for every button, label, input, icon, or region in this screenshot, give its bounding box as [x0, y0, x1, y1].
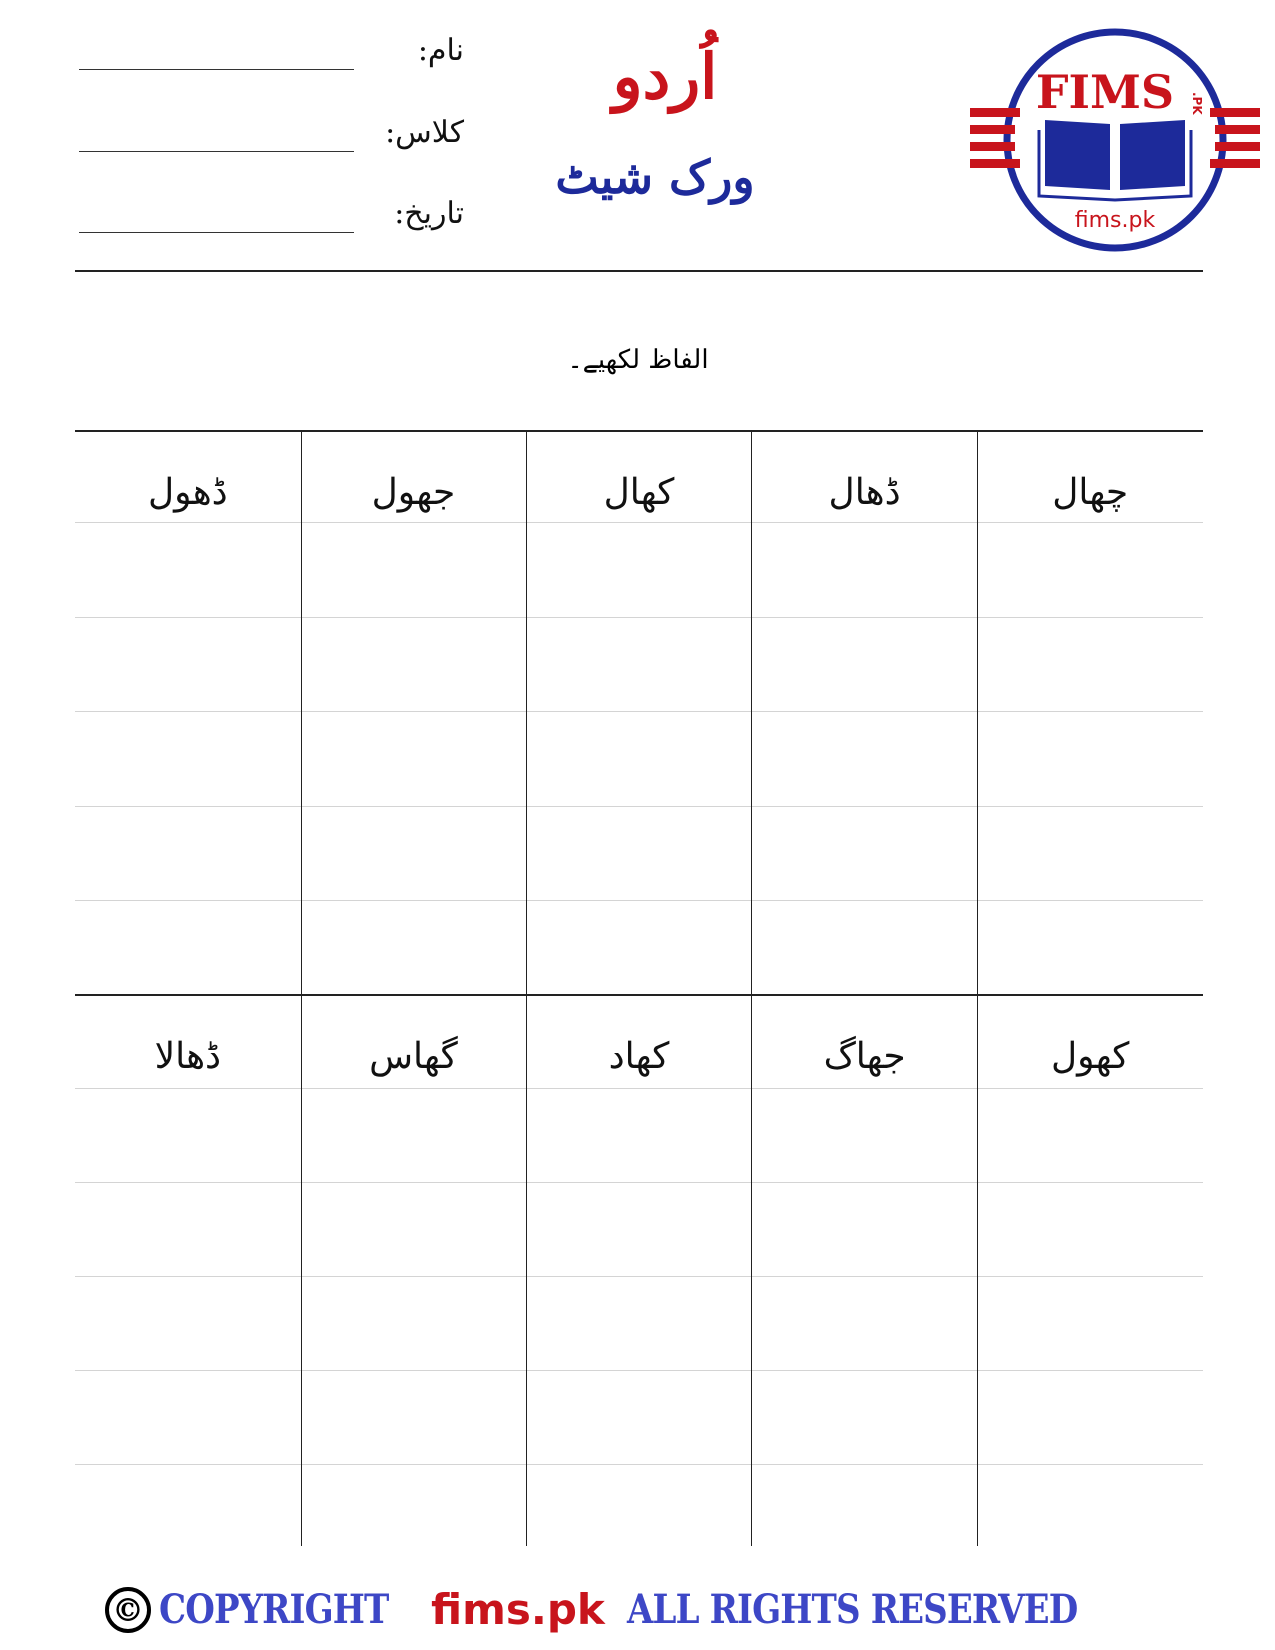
- copyright-icon: ©: [105, 1587, 151, 1633]
- word-cell: چھال: [1052, 472, 1129, 513]
- instruction-text: الفاظ لکھیے۔: [567, 345, 709, 375]
- guide-line: [75, 1370, 1203, 1371]
- title-worksheet: ورک شیٹ: [555, 150, 755, 204]
- date-label: تاریخ:: [394, 196, 464, 231]
- svg-text:fims.pk: fims.pk: [1074, 208, 1156, 233]
- column-divider: [977, 431, 978, 1546]
- column-divider: [526, 431, 527, 1546]
- table-top-border: [75, 430, 1203, 432]
- copyright-footer: [105, 1585, 1215, 1634]
- svg-text:FIMS: FIMS: [1035, 65, 1175, 119]
- name-field[interactable]: [79, 30, 464, 70]
- word-cell: ڈھول: [147, 472, 228, 513]
- guide-line: [75, 711, 1203, 712]
- word-row-1: [75, 472, 1203, 513]
- header-divider: [75, 270, 1203, 272]
- column-divider: [751, 431, 752, 1546]
- date-field[interactable]: [79, 193, 464, 233]
- word-cell: ڈھالا: [154, 1036, 222, 1077]
- class-line[interactable]: [79, 151, 354, 152]
- guide-line: [75, 806, 1203, 807]
- word-cell: کھول: [1050, 1036, 1130, 1077]
- table-middle-border: [75, 994, 1203, 996]
- word-cell: کھاد: [608, 1036, 670, 1077]
- word-cell: جھاگ: [823, 1036, 906, 1077]
- word-cell: ڈھال: [828, 472, 901, 513]
- copyright-text: COPYRIGHT: [159, 1586, 389, 1633]
- date-line[interactable]: [79, 232, 354, 233]
- guide-line: [75, 1088, 1203, 1089]
- class-label: کلاس:: [385, 115, 464, 150]
- word-cell: جھول: [371, 472, 456, 513]
- rights-text: ALL RIGHTS RESERVED: [626, 1586, 1078, 1633]
- guide-line: [75, 1464, 1203, 1465]
- guide-line: [75, 617, 1203, 618]
- word-cell: کھال: [603, 472, 675, 513]
- word-row-2: [75, 1036, 1203, 1077]
- footer-site: fims.pk: [430, 1585, 605, 1634]
- guide-line: [75, 900, 1203, 901]
- word-cell: گھاس: [369, 1036, 458, 1077]
- column-divider: [301, 431, 302, 1546]
- class-field[interactable]: [79, 112, 464, 152]
- name-label: نام:: [417, 33, 464, 68]
- fims-logo: [965, 22, 1265, 262]
- svg-text:.PK: .PK: [1190, 92, 1204, 115]
- guide-line: [75, 1276, 1203, 1277]
- guide-line: [75, 522, 1203, 523]
- name-line[interactable]: [79, 69, 354, 70]
- guide-line: [75, 1182, 1203, 1183]
- title-urdu: اُردو: [612, 40, 718, 113]
